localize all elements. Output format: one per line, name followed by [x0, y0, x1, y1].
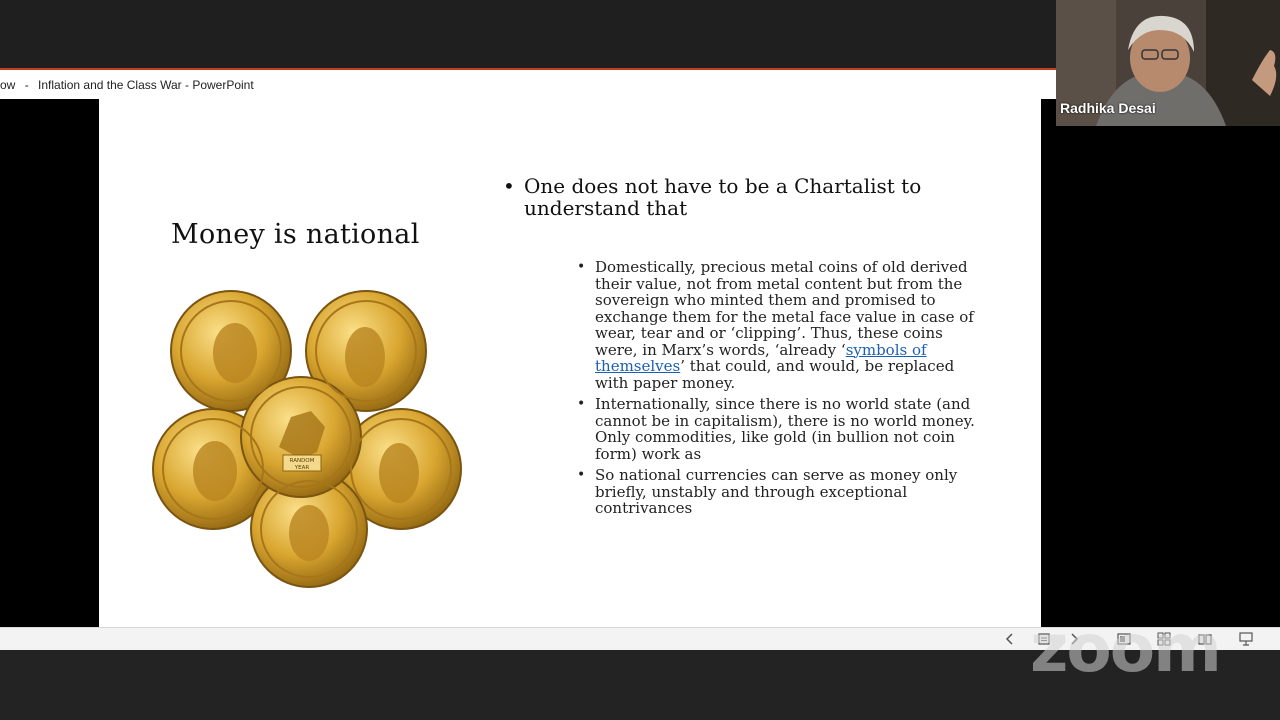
participant-name: Radhika Desai	[1060, 100, 1156, 116]
bullet-icon: •	[577, 467, 586, 483]
bullet-icon: •	[577, 396, 586, 412]
coin-stamp-year: YEAR	[294, 465, 310, 471]
sub-bullet-national	[575, 467, 975, 517]
sub-bullet-text-cont: ’ that could, and would, be replaced with paper money.	[595, 357, 955, 392]
main-bullet-text: One does not have to be a Chartalist to understand that	[524, 174, 922, 220]
title-separator: -	[24, 78, 29, 92]
powerpoint-titlebar	[0, 68, 1056, 100]
slide-title: Money is national	[171, 219, 420, 250]
sub-bullet-text: So national currencies can serve as money only briefly, unstably and through exceptional contrivances	[595, 466, 958, 517]
gold-sovereign-coins-image	[151, 287, 465, 589]
participant-video-tile[interactable]	[1056, 0, 1280, 126]
slide	[99, 99, 1041, 627]
sub-bullet-international	[575, 396, 975, 462]
symbols-of-themselves-link[interactable]: symbols of themselves	[595, 340, 927, 375]
zoom-watermark: zoom	[1030, 610, 1220, 687]
chevron-left-icon[interactable]	[1002, 631, 1018, 647]
sub-bullet-text: Domestically, precious metal coins of old derived their value, not from metal content but from the sovereign who minted them and promised to exchange them for the metal face value in case of wear, tear and or ‘clipping’. Thus, these coins were, in Marx’s words, ‘already ‘	[595, 258, 974, 359]
bullet-icon: •	[577, 259, 586, 275]
slideshow-icon[interactable]	[1238, 631, 1254, 647]
sub-bullet-list	[575, 259, 975, 522]
sub-bullet-domestic	[575, 259, 975, 391]
coin-stamp-random: RANDOM	[289, 458, 315, 464]
bullet-icon: •	[503, 174, 515, 198]
title-prefix: ow	[0, 78, 16, 92]
window-title: Inflation and the Class War - PowerPoint	[38, 78, 254, 92]
main-bullet	[503, 175, 963, 219]
sub-bullet-text: Internationally, since there is no world state (and cannot be in capitalism), there is no world money. Only commodities, like gold (in bullion not coin form) work as	[595, 395, 975, 463]
